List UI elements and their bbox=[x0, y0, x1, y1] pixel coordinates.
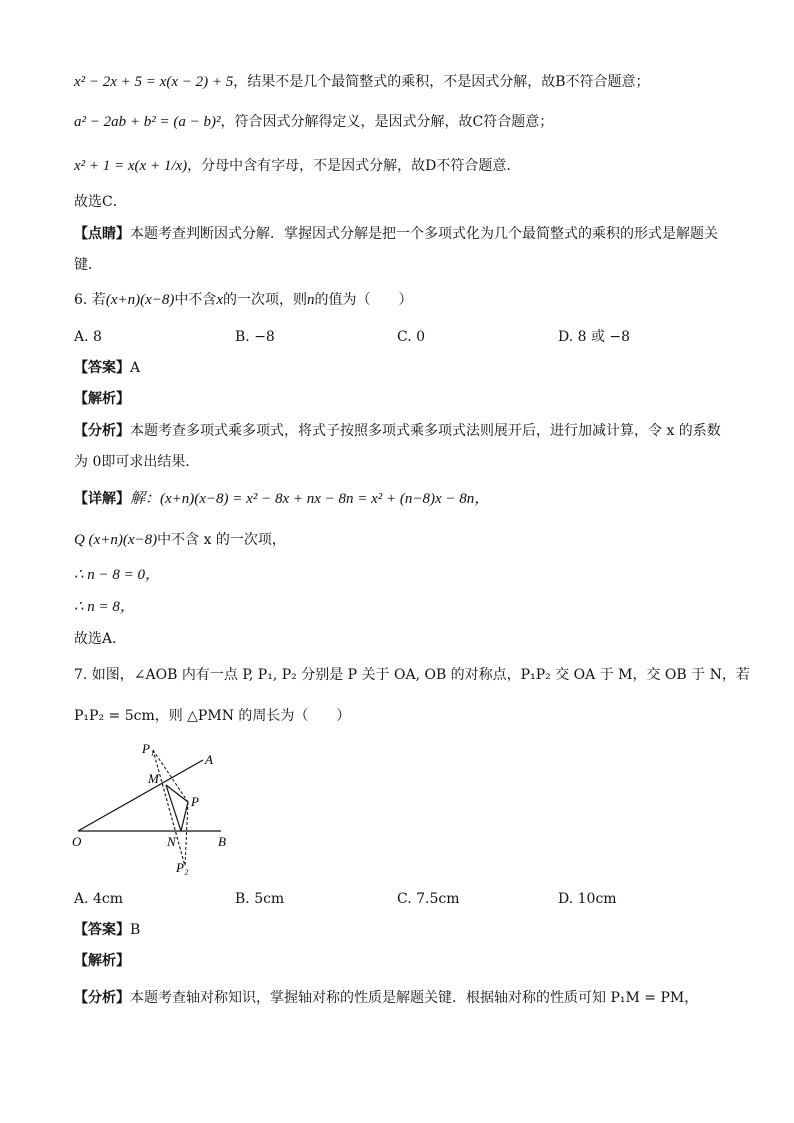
q6-detail-line bbox=[74, 489, 489, 509]
q6-conclusion: 故选A． bbox=[74, 631, 127, 647]
formula-c: a² − 2ab + b² = (a − b)² bbox=[74, 114, 221, 130]
q6-prefix: 6. 若 bbox=[74, 292, 106, 308]
label-p2: P₂ bbox=[176, 860, 189, 875]
q6-fenxi-tag: 【分析】 bbox=[74, 423, 130, 439]
q6-mid2: 的一次项，则 bbox=[223, 292, 308, 308]
label-p1: P₁ bbox=[142, 741, 155, 756]
q6-x: x bbox=[216, 292, 224, 308]
q6-expr: (x+n)(x−8) bbox=[105, 292, 175, 308]
q6-choice-d: D. 8 或 −8 bbox=[558, 329, 631, 345]
question-7-stem-1: 7. 如图，∠AOB 内有一点 P, P₁, P₂ 分别是 P 关于 OA, OB 的对称点，P₁P₂ 交 OA 于 M，交 OB 于 N，若 bbox=[74, 667, 750, 683]
solution-line-c bbox=[74, 112, 553, 132]
q7-answer-tag: 【答案】 bbox=[74, 922, 130, 938]
segment-pn bbox=[181, 802, 188, 831]
q6-answer: A bbox=[130, 360, 141, 376]
q6-choice-a: A. 8 bbox=[74, 329, 102, 345]
q7-fenxi-line bbox=[74, 988, 698, 1008]
q6-detail-tag: 【详解】 bbox=[74, 491, 130, 507]
q6-step1-text: 中不含 x 的一次项， bbox=[157, 532, 286, 548]
question-7-stem-2: P₁P₂ = 5cm，则 △PMN 的周长为（ ） bbox=[74, 708, 351, 724]
q6-detail-text: 解：(x+n)(x−8) = x² − 8x + nx − 8n = x² + (n−8)x − 8n， bbox=[130, 491, 490, 507]
q6-fenxi-line bbox=[74, 421, 721, 441]
label-m: M bbox=[148, 771, 159, 786]
q6-choice-c: C. 0 bbox=[397, 329, 426, 345]
q6-step-2: ∴ n − 8 = 0， bbox=[74, 567, 161, 583]
q7-choice-a: A. 4cm bbox=[74, 891, 124, 907]
q7-analysis-tag: 【解析】 bbox=[74, 953, 130, 969]
q7-choice-b: B. 5cm bbox=[235, 891, 285, 907]
q6-step1-math: Q (x+n)(x−8) bbox=[74, 532, 158, 548]
text-c: ，符合因式分解得定义，是因式分解，故C符合题意； bbox=[220, 114, 554, 130]
q6-n: n bbox=[307, 292, 315, 308]
q6-fenxi-text: 本题考查多项式乘多项式，将式子按照多项式乘多项式法则展开后，进行加减计算，令 x 的系数 bbox=[130, 423, 721, 439]
solution-line-d bbox=[74, 156, 520, 176]
q6-fenxi-line-2: 为 0即可求出结果． bbox=[74, 454, 200, 470]
question-6-stem bbox=[74, 290, 413, 310]
q6-answer-tag: 【答案】 bbox=[74, 360, 130, 376]
label-n: N bbox=[167, 834, 176, 849]
label-a: A bbox=[205, 752, 213, 767]
q6-answer-line bbox=[74, 358, 140, 378]
key-point-line bbox=[74, 224, 718, 244]
key-point-line-2: 键． bbox=[74, 257, 102, 273]
q6-choice-b: B. −8 bbox=[235, 329, 275, 345]
q6-analysis-tag: 【解析】 bbox=[74, 391, 130, 407]
q6-step-3: ∴ n = 8， bbox=[74, 599, 135, 615]
label-b: B bbox=[218, 834, 226, 849]
ray-oa bbox=[78, 760, 203, 831]
q7-answer: B bbox=[130, 922, 141, 938]
solution-line-b bbox=[74, 72, 650, 92]
q7-choice-c: C. 7.5cm bbox=[397, 891, 460, 907]
q7-choice-d: D. 10cm bbox=[558, 891, 617, 907]
q7-fenxi-text: 本题考查轴对称知识，掌握轴对称的性质是解题关键．根据轴对称的性质可知 P₁M = PM， bbox=[130, 990, 699, 1006]
q7-answer-line bbox=[74, 920, 140, 940]
key-point-text: 本题考查判断因式分解．掌握因式分解是把一个多项式化为几个最简整式的乘积的形式是解题关 bbox=[130, 226, 718, 242]
label-o: O bbox=[72, 834, 82, 849]
q7-figure bbox=[66, 738, 246, 878]
q6-mid: 中不含 bbox=[174, 292, 217, 308]
formula-d: x² + 1 = x(x + 1/x) bbox=[74, 158, 188, 174]
text-b: ，结果不是几个最简整式的乘积，不是因式分解，故B不符合题意； bbox=[233, 74, 650, 90]
choose-c: 故选C． bbox=[74, 194, 127, 210]
q7-fenxi-tag: 【分析】 bbox=[74, 990, 130, 1006]
text-d: ，分母中含有字母，不是因式分解，故D不符合题意． bbox=[187, 158, 521, 174]
formula-b: x² − 2x + 5 = x(x − 2) + 5 bbox=[74, 74, 234, 90]
key-point-tag: 【点睛】 bbox=[74, 226, 130, 242]
q6-step-1 bbox=[74, 530, 286, 550]
label-p: P bbox=[191, 794, 199, 809]
q6-end: 的值为（ ） bbox=[314, 292, 413, 308]
